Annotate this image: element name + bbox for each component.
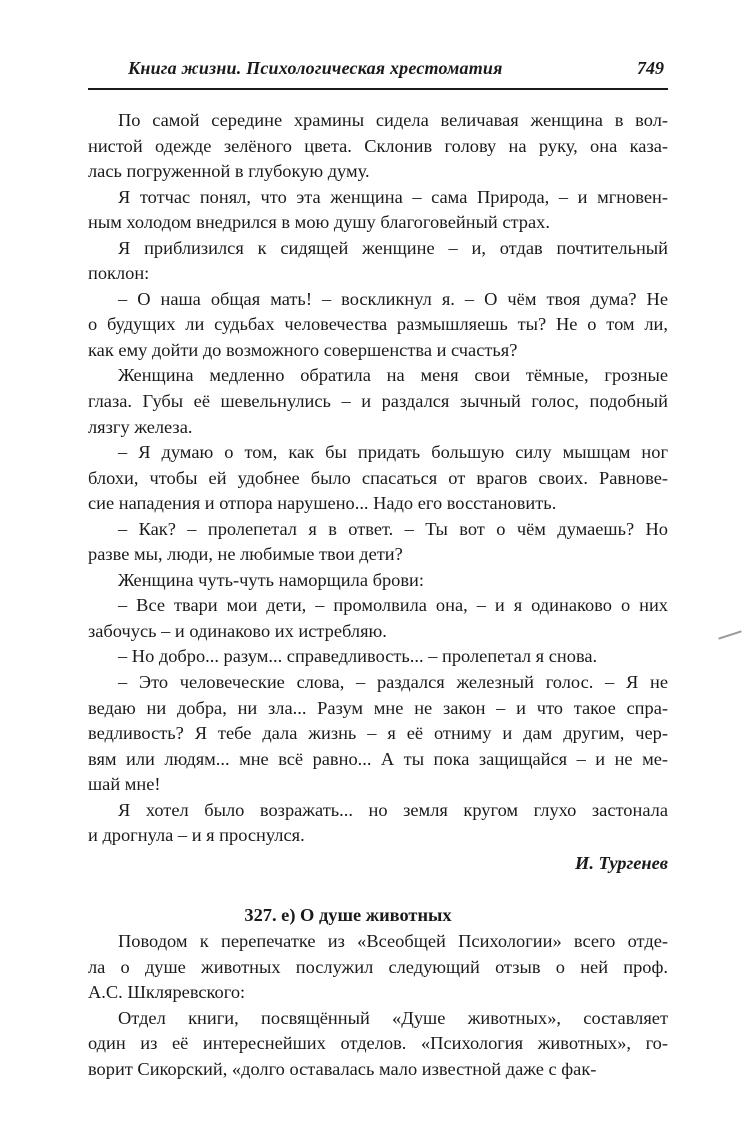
running-header-title: Книга жизни. Психологическая хрестоматия xyxy=(128,58,503,78)
page-number: 749 xyxy=(637,58,664,78)
text-line: По самой середине храмины сидела величавая женщина в вол- xyxy=(118,110,668,130)
text-line: шай мне! xyxy=(88,774,161,795)
text-line: ведливость? Я тебе дала жизнь – я её отниму и дам другим, чер- xyxy=(88,723,668,744)
text-line: и дрогнула – и я проснулся. xyxy=(88,825,305,846)
story-paragraph xyxy=(88,363,668,440)
text-line: нистой одежде зелёного цвета. Склонив голову на руку, она каза- xyxy=(88,135,668,156)
text-line: один из её интереснейших отделов. «Психология животных», го- xyxy=(88,1033,668,1054)
text-line: – О наша общая мать! – воскликнул я. – О чём твоя дума? Не xyxy=(118,288,668,309)
text-line: – Все твари мои дети, – промолвила она, – и я одинаково о них xyxy=(118,595,668,616)
text-line: А.С. Шкляревского: xyxy=(88,982,246,1003)
section-paragraph xyxy=(88,1006,668,1083)
text-line: Я тотчас понял, что эта женщина – сама Природа, – и мгновен- xyxy=(118,186,668,207)
section-title: 327. е) О душе животных xyxy=(244,905,452,926)
page-body xyxy=(88,108,668,1082)
text-line: – Как? – пролепетал я в ответ. – Ты вот о чём думаешь? Но xyxy=(118,518,668,539)
story-paragraph xyxy=(88,670,668,798)
story-paragraph xyxy=(88,593,668,644)
margin-pencil-mark xyxy=(718,630,741,639)
story-paragraph xyxy=(88,440,668,517)
story-paragraph xyxy=(88,568,668,594)
story-paragraph xyxy=(88,517,668,568)
text-line: – Я думаю о том, как бы придать большую силу мышцам ног xyxy=(118,442,668,463)
text-line: поклон: xyxy=(88,263,150,284)
text-line: разве мы, люди, не любимые твои дети? xyxy=(88,544,403,565)
story-paragraph xyxy=(88,108,668,185)
story-paragraph xyxy=(88,287,668,364)
story-paragraph xyxy=(88,236,668,287)
text-line: лась погруженной в глубокую думу. xyxy=(88,161,370,182)
story-paragraph xyxy=(88,798,668,849)
text-line: Поводом к перепечатке из «Всеобщей Психологии» всего отде- xyxy=(118,930,668,951)
text-line: Женщина медленно обратила на меня свои тёмные, грозные xyxy=(118,365,668,386)
text-line: сие нападения и отпора нарушено... Надо его восстановить. xyxy=(88,493,557,514)
text-line: ным холодом внедрился в мою душу благоговейный страх. xyxy=(88,212,550,233)
text-line: ворит Сикорский, «долго оставалась мало известной даже с фак- xyxy=(88,1058,597,1079)
text-line: забочусь – и одинаково их истребляю. xyxy=(88,620,387,641)
text-line: Я приблизился к сидящей женщине – и, отдав почтительный xyxy=(118,237,668,258)
text-line: лязгу железа. xyxy=(88,416,193,437)
text-line: – Но добро... разум... справедливость... – пролепетал я снова. xyxy=(118,646,598,667)
author-signature: И. Тургенев xyxy=(575,852,668,873)
text-line: ведаю ни добра, ни зла... Разум мне не закон – и что такое спра- xyxy=(88,697,668,718)
story-paragraph xyxy=(88,185,668,236)
section-paragraph xyxy=(88,929,668,1006)
text-line: Я хотел было возражать... но земля кругом глухо застонала xyxy=(118,799,668,820)
text-line: о будущих ли судьбах человечества размышляешь ты? Не о том ли, xyxy=(88,314,668,335)
text-line: ла о душе животных послужил следующий отзыв о ней проф. xyxy=(88,956,668,977)
story-paragraph xyxy=(88,644,668,670)
text-line: вям или людям... мне всё равно... А ты пока защищайся – и не ме- xyxy=(88,748,668,769)
text-line: блохи, чтобы ей удобнее было спасаться от врагов своих. Равнове- xyxy=(88,467,668,488)
text-line: Отдел книги, посвящённый «Душе животных», составляет xyxy=(118,1007,668,1028)
running-header xyxy=(88,58,668,90)
text-line: Женщина чуть-чуть наморщила брови: xyxy=(118,569,424,590)
text-line: как ему дойти до возможного совершенства и счастья? xyxy=(88,339,518,360)
text-line: глаза. Губы её шевельнулись – и раздался зычный голос, подобный xyxy=(88,391,668,412)
text-line: – Это человеческие слова, – раздался железный голос. – Я не xyxy=(118,672,668,693)
